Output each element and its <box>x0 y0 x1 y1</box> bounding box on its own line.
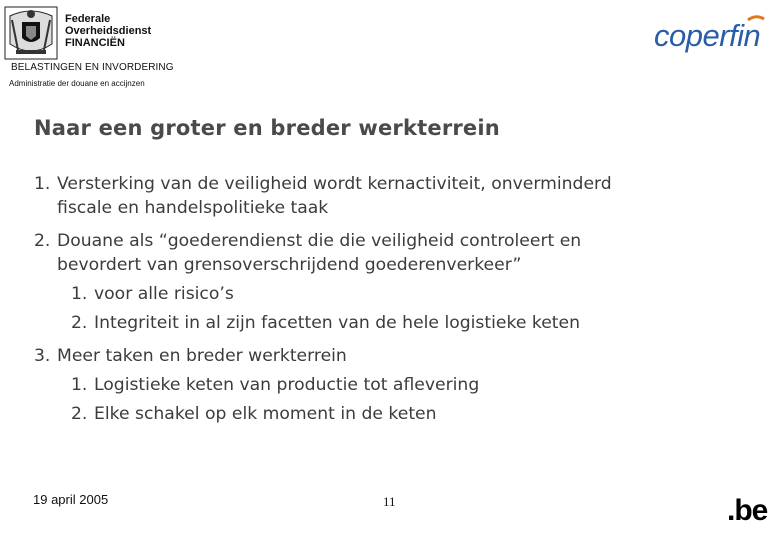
svg-text:coperfin: coperfin <box>654 18 761 53</box>
sub-item-text: Integriteit in al zijn facetten van de hele logistieke keten <box>94 313 580 333</box>
sub-item-2-1 <box>71 282 234 306</box>
coat-of-arms-emblem <box>2 4 60 62</box>
list-item-3 <box>34 344 347 368</box>
sub-item-number: 2. <box>71 404 88 424</box>
list-item-text: Douane als “goederendienst die die veiligheid controleert en <box>57 231 582 251</box>
sub-item-number: 2. <box>71 313 88 333</box>
slide-title: Naar een groter en breder werkterrein <box>34 116 500 140</box>
list-item-number: 2. <box>34 231 51 251</box>
coperfin-logo <box>652 14 772 54</box>
sub-item-number: 1. <box>71 375 88 395</box>
sub-item-2-2 <box>71 311 580 335</box>
list-item-2 <box>34 229 581 253</box>
org-line-3: FINANCIËN <box>65 37 125 49</box>
list-item-number: 1. <box>34 174 51 194</box>
sub-item-text: voor alle risico’s <box>94 284 234 304</box>
page-number: 11 <box>383 494 396 509</box>
footer-date: 19 april 2005 <box>33 492 109 507</box>
list-item-text: Meer taken en breder werkterrein <box>57 346 347 366</box>
list-item-2-continuation: bevordert van grensoverschrijdend goederenverkeer” <box>57 255 522 275</box>
sub-item-3-1 <box>71 373 479 397</box>
department-label: BELASTINGEN EN INVORDERING <box>11 62 174 73</box>
sub-item-text: Logistieke keten van productie tot aflevering <box>94 375 480 395</box>
list-item-text: Versterking van de veiligheid wordt kernactiviteit, onverminderd <box>57 174 612 194</box>
list-item-1-continuation: fiscale en handelspolitieke taak <box>57 198 329 218</box>
administration-label: Administratie der douane en accijnzen <box>9 79 145 88</box>
list-item-1 <box>34 172 612 196</box>
list-item-number: 3. <box>34 346 51 366</box>
sub-item-3-2 <box>71 402 437 426</box>
be-logo: .be <box>727 494 768 527</box>
org-name-block <box>65 13 151 49</box>
org-line-1: Federale <box>65 13 111 25</box>
sub-item-text: Elke schakel op elk moment in de keten <box>94 404 437 424</box>
sub-item-number: 1. <box>71 284 88 304</box>
org-line-2: Overheidsdienst <box>65 25 152 37</box>
